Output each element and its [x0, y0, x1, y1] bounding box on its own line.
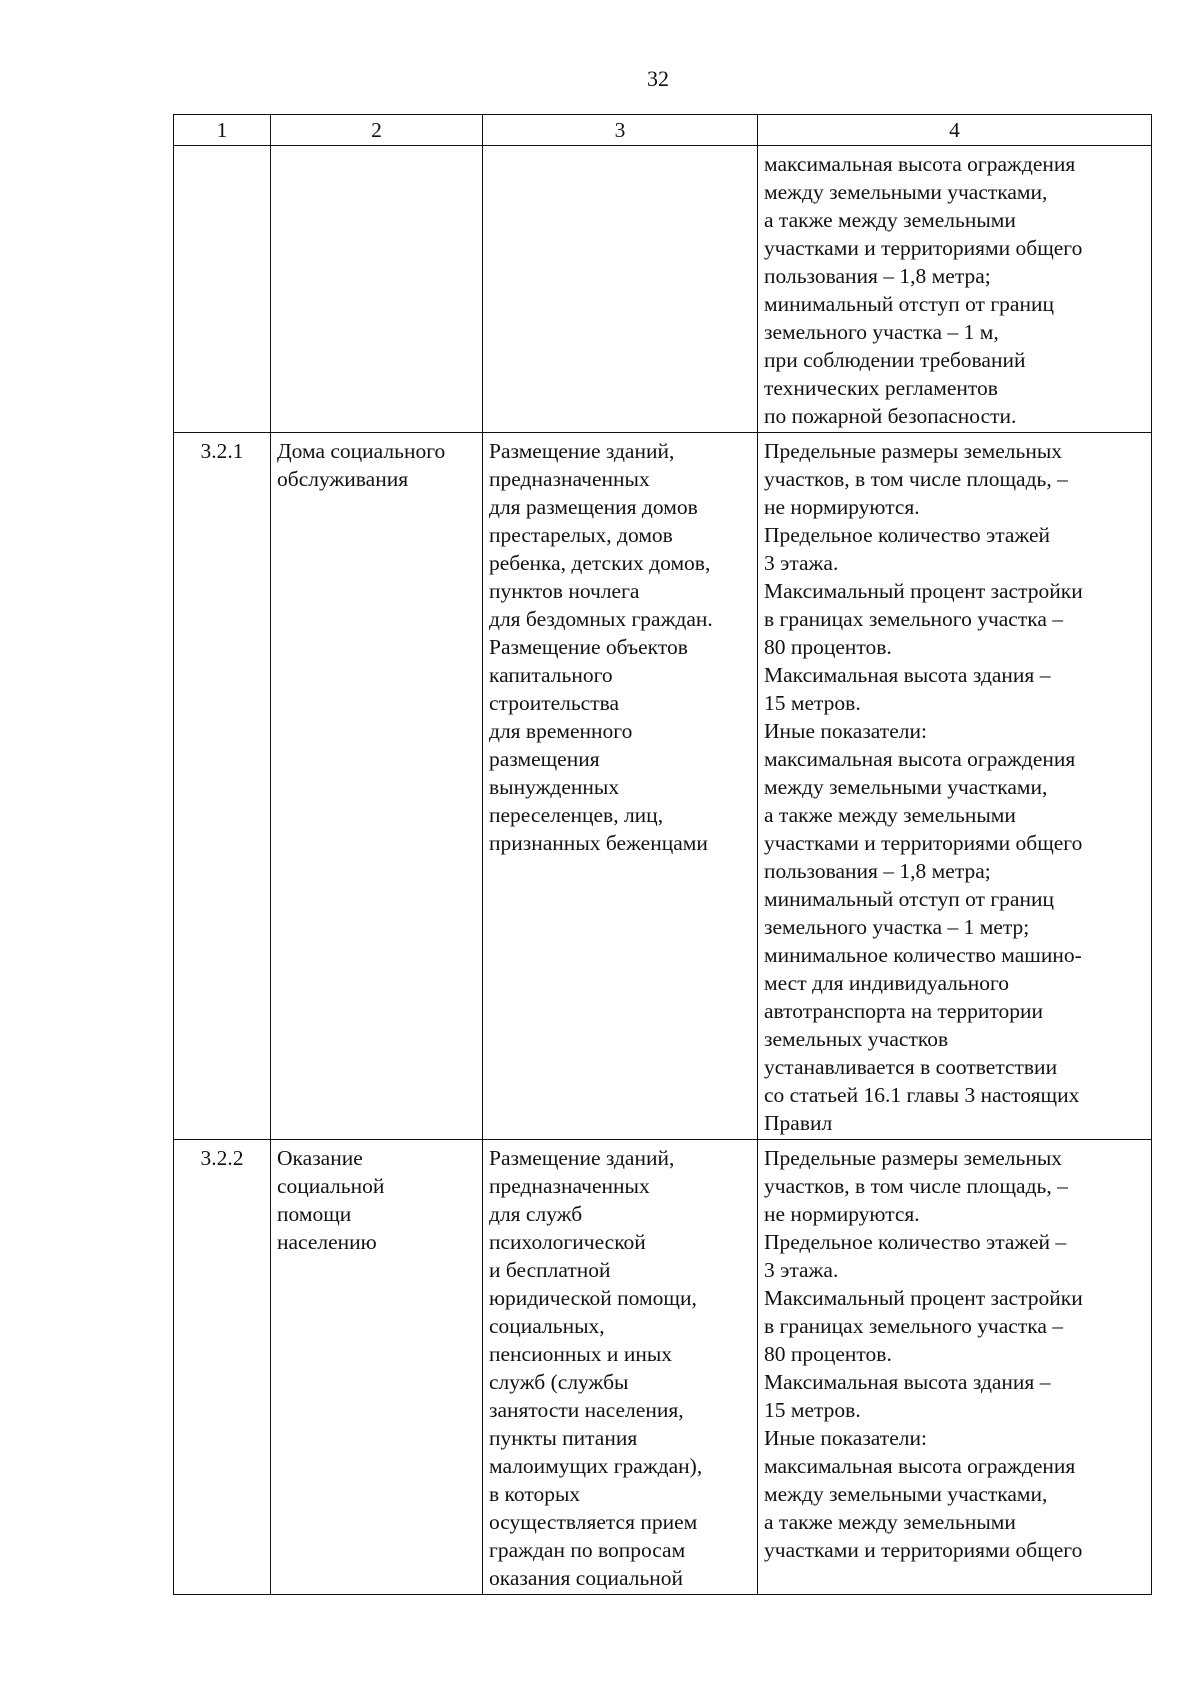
cell-description: [483, 433, 758, 1140]
text-line: в которых: [489, 1482, 581, 1506]
text-line: между земельными участками,: [764, 180, 1048, 204]
text-line: Предельные размеры земельных: [764, 439, 1063, 463]
cell-description: [483, 1140, 758, 1595]
regulations-table: [173, 114, 1152, 1595]
text-line: капитального: [489, 663, 613, 687]
text-line: социальных,: [489, 1314, 605, 1338]
text-line: между земельными участками,: [764, 775, 1048, 799]
text-line: а также между земельными: [764, 803, 1016, 827]
text-line: со статьей 16.1 главы 3 настоящих: [764, 1083, 1080, 1107]
table-row: [174, 146, 1152, 433]
text-line: помощи: [277, 1202, 352, 1226]
text-line: размещения: [489, 747, 600, 771]
table-header-row: [174, 115, 1152, 146]
text-line: 80 процентов.: [764, 635, 892, 659]
text-line: земельного участка – 1 метр;: [764, 915, 1030, 939]
text-line: служб (службы: [489, 1370, 629, 1394]
text-line: участков, в том числе площадь, –: [764, 467, 1068, 491]
text-line: Правил: [764, 1111, 833, 1135]
text-line: признанных беженцами: [489, 831, 708, 855]
text-line: участками и территориями общего: [764, 236, 1083, 260]
text-line: пунктов ночлега: [489, 579, 640, 603]
table-row: [174, 433, 1152, 1140]
text-line: устанавливается в соответствии: [764, 1055, 1058, 1079]
cell-code: [174, 146, 271, 433]
text-line: между земельными участками,: [764, 1482, 1048, 1506]
text-line: населению: [277, 1230, 377, 1254]
text-line: не нормируются.: [764, 1202, 920, 1226]
text-line: строительства: [489, 691, 620, 715]
text-line: участками и территориями общего: [764, 831, 1083, 855]
text-line: Размещение зданий,: [489, 1146, 675, 1170]
text-line: а также между земельными: [764, 1510, 1016, 1534]
cell-parameters: [758, 146, 1152, 433]
text-line: участками и территориями общего: [764, 1538, 1083, 1562]
text-line: Предельное количество этажей: [764, 523, 1051, 547]
text-line: максимальная высота ограждения: [764, 747, 1076, 771]
text-line: малоимущих граждан),: [489, 1454, 703, 1478]
text-line: для служб: [489, 1202, 583, 1226]
text-line: пенсионных и иных: [489, 1342, 673, 1366]
cell-name: [271, 146, 483, 433]
text-line: граждан по вопросам: [489, 1538, 686, 1562]
cell-code: 3.2.1: [174, 433, 271, 1140]
text-line: минимальный отступ от границ: [764, 292, 1054, 316]
text-line: пункты питания: [489, 1426, 638, 1450]
text-line: для бездомных граждан.: [489, 607, 713, 631]
text-line: земельных участков: [764, 1027, 949, 1051]
column-header: 1: [174, 115, 271, 146]
text-line: в границах земельного участка –: [764, 1314, 1064, 1338]
text-line: мест для индивидуального: [764, 971, 1010, 995]
text-line: Иные показатели:: [764, 1426, 927, 1450]
text-line: в границах земельного участка –: [764, 607, 1064, 631]
cell-name: [271, 433, 483, 1140]
text-line: осуществляется прием: [489, 1510, 698, 1534]
text-line: обслуживания: [277, 467, 409, 491]
column-header: 3: [483, 115, 758, 146]
text-line: пользования – 1,8 метра;: [764, 859, 991, 883]
text-line: юридической помощи,: [489, 1286, 697, 1310]
text-line: 3 этажа.: [764, 551, 839, 575]
text-line: при соблюдении требований: [764, 348, 1026, 372]
text-line: Размещение зданий,: [489, 439, 675, 463]
text-line: 15 метров.: [764, 1398, 861, 1422]
text-line: 15 метров.: [764, 691, 861, 715]
text-line: 80 процентов.: [764, 1342, 892, 1366]
text-line: Максимальная высота здания –: [764, 663, 1051, 687]
text-line: Максимальный процент застройки: [764, 1286, 1083, 1310]
text-line: максимальная высота ограждения: [764, 1454, 1076, 1478]
text-line: Дома социального: [277, 439, 446, 463]
text-line: минимальное количество машино-: [764, 943, 1082, 967]
text-line: социальной: [277, 1174, 385, 1198]
column-header: 2: [271, 115, 483, 146]
text-line: Максимальный процент застройки: [764, 579, 1083, 603]
text-line: пользования – 1,8 метра;: [764, 264, 991, 288]
cell-parameters: [758, 1140, 1152, 1595]
text-line: переселенцев, лиц,: [489, 803, 664, 827]
column-header: 4: [758, 115, 1152, 146]
text-line: Размещение объектов: [489, 635, 688, 659]
cell-name: [271, 1140, 483, 1595]
text-line: максимальная высота ограждения: [764, 152, 1076, 176]
text-line: психологической: [489, 1230, 646, 1254]
text-line: участков, в том числе площадь, –: [764, 1174, 1068, 1198]
text-line: предназначенных: [489, 1174, 650, 1198]
text-line: вынужденных: [489, 775, 620, 799]
text-line: автотранспорта на территории: [764, 999, 1044, 1023]
text-line: технических регламентов: [764, 376, 998, 400]
text-line: занятости населения,: [489, 1398, 684, 1422]
cell-description: [483, 146, 758, 433]
text-line: ребенка, детских домов,: [489, 551, 711, 575]
cell-parameters: [758, 433, 1152, 1140]
text-line: Предельные размеры земельных: [764, 1146, 1063, 1170]
text-line: и бесплатной: [489, 1258, 611, 1282]
text-line: оказания социальной: [489, 1566, 684, 1590]
text-line: земельного участка – 1 м,: [764, 320, 999, 344]
text-line: Предельное количество этажей –: [764, 1230, 1067, 1254]
text-line: предназначенных: [489, 467, 650, 491]
text-line: 3 этажа.: [764, 1258, 839, 1282]
text-line: Иные показатели:: [764, 719, 927, 743]
text-line: престарелых, домов: [489, 523, 673, 547]
text-line: Максимальная высота здания –: [764, 1370, 1051, 1394]
cell-code: 3.2.2: [174, 1140, 271, 1595]
text-line: минимальный отступ от границ: [764, 887, 1054, 911]
table-row: [174, 1140, 1152, 1595]
text-line: не нормируются.: [764, 495, 920, 519]
text-line: по пожарной безопасности.: [764, 404, 1017, 428]
text-line: Оказание: [277, 1146, 363, 1170]
text-line: а также между земельными: [764, 208, 1016, 232]
page-number: 32: [647, 66, 669, 91]
text-line: для размещения домов: [489, 495, 698, 519]
text-line: для временного: [489, 719, 633, 743]
